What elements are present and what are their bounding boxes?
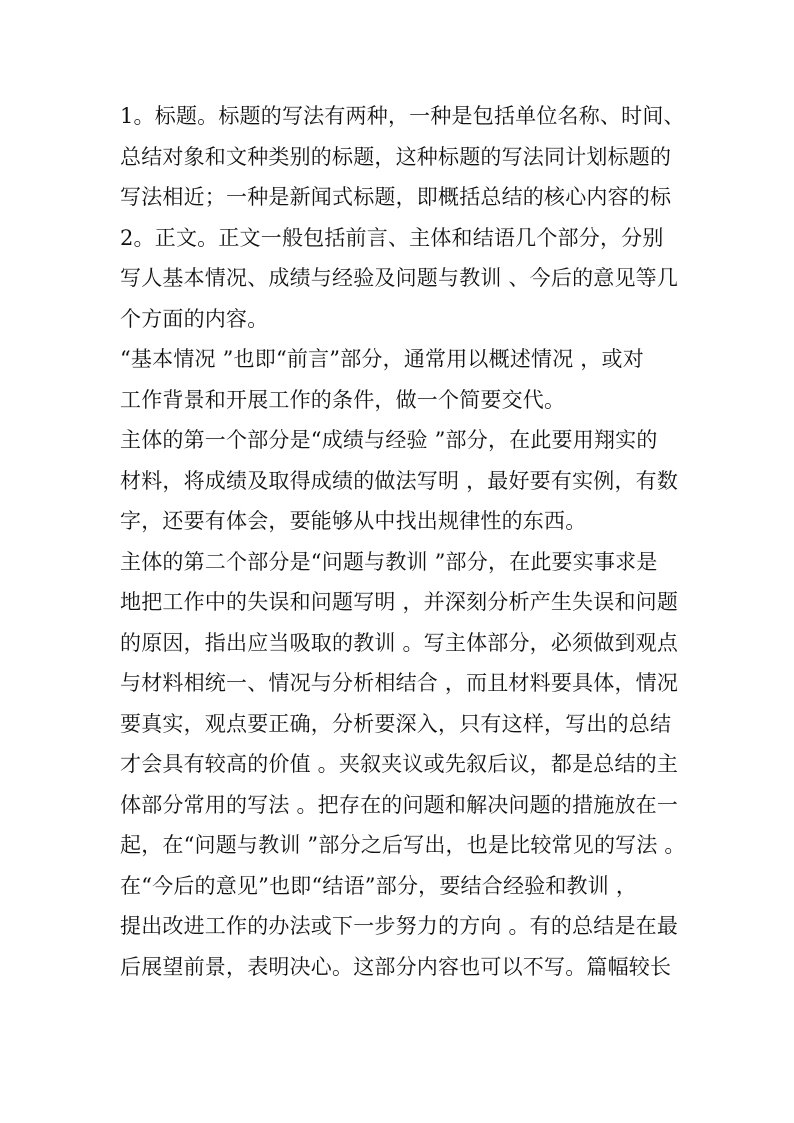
text-line: 材料，将成绩及取得成绩的做法写明 ，最好要有实例，有数 (120, 468, 679, 493)
text-line: 与材料相统一、情况与分析相结合 ，而且材料要具体，情况 (120, 671, 679, 695)
text-line: 工作背景和开展工作的条件，做一个简要交代。 (120, 387, 566, 412)
text-line: 总结对象和文种类别的标题，这种标题的写法同计划标题的 (120, 144, 672, 169)
text-line: 在“今后的意见”也即“结语”部分，要结合经验和教训 ， (120, 873, 638, 898)
text-line: 主体的第一个部分是“成绩与经验 ”部分，在此要用翔实的 (120, 428, 658, 452)
text-line: 体部分常用的写法 。把存在的问题和解决问题的措施放在一 (120, 792, 679, 817)
text-line: 后展望前景，表明决心。这部分内容也可以不写。篇幅较长 (120, 954, 672, 979)
text-line: 写人基本情况、成绩与经验及问题与教训 、今后的意见等几 (120, 266, 679, 290)
text-line: 要真实，观点要正确，分析要深入，只有这样，写出的总结 (120, 711, 672, 736)
text-line: 才会具有较高的价值 。夹叙夹议或先叙后议，都是总结的主 (120, 752, 679, 776)
document-body (120, 96, 700, 987)
text-line: 字，还要有体会，要能够从中找出规律性的东西。 (120, 509, 587, 533)
text-line: 写法相近；一种是新闻式标题，即概括总结的核心内容的标 (120, 185, 672, 209)
text-line: 提出改进工作的办法或下一步努力的方向 。有的总结是在最 (120, 914, 679, 938)
text-line: 的原因，指出应当吸取的教训 。写主体部分，必须做到观点 (120, 630, 679, 655)
text-line: “基本情况 ”也即“前言”部分，通常用以概述情况 ，或对 (120, 347, 644, 371)
text-line: 2。正文。正文一般包括前言、主体和结语几个部分，分别 (120, 225, 664, 250)
text-line: 主体的第二个部分是“问题与教训 ”部分，在此要实事求是 (120, 549, 658, 574)
text-line: 个方面的内容。 (120, 306, 269, 331)
text-line: 1。标题。标题的写法有两种，一种是包括单位名称、时间、 (120, 104, 685, 128)
text-line: 起，在“问题与教训 ”部分之后写出，也是比较常见的写法 。 (120, 833, 686, 857)
text-line: 地把工作中的失误和问题写明 ，并深刻分析产生失误和问题 (120, 590, 679, 614)
